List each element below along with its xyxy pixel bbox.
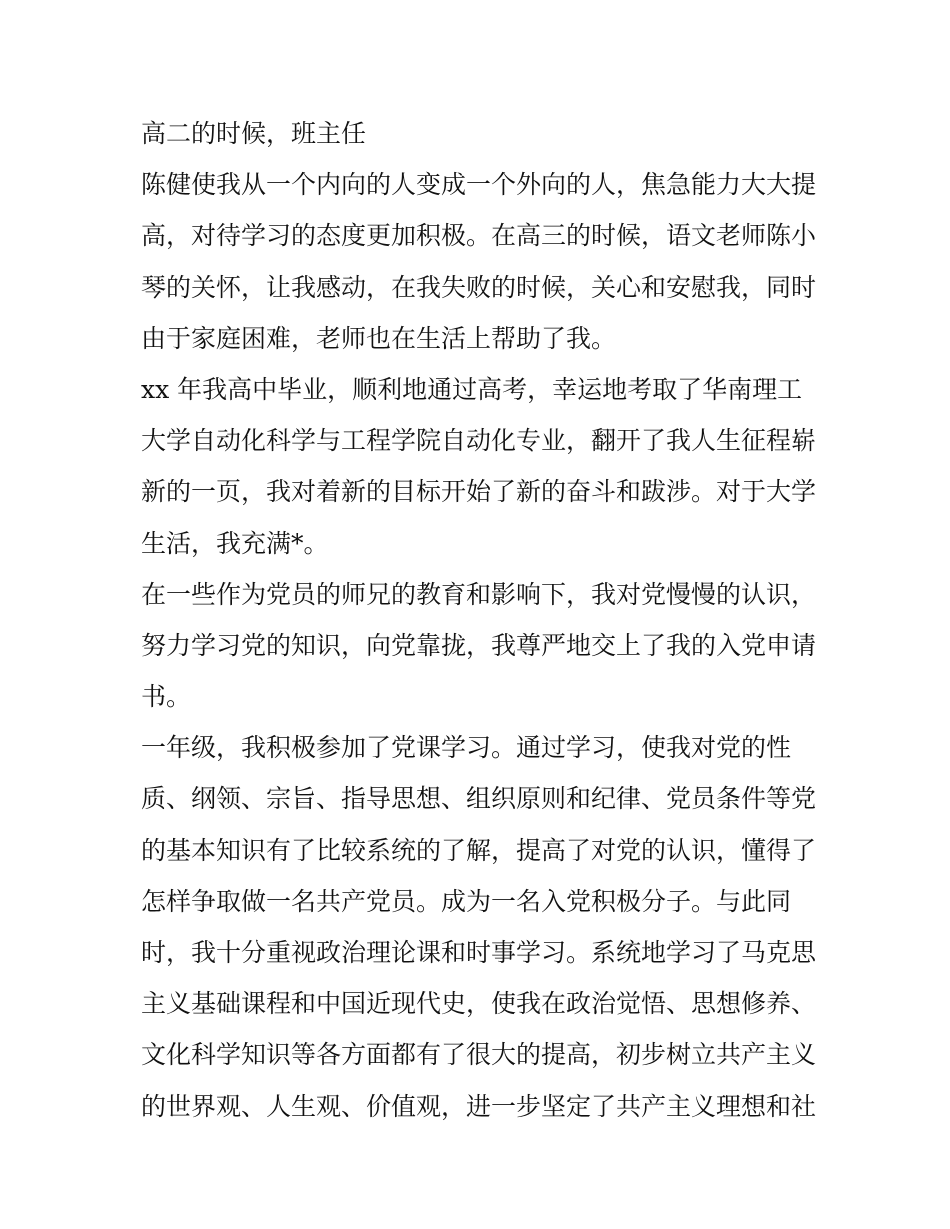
text-line: 新的一页，我对着新的目标开始了新的奋斗和跋涉。对于大学 [141, 477, 817, 507]
text-line: 质、纲领、宗旨、指导思想、组织原则和纪律、党员条件等党 [141, 784, 817, 814]
text-line: 书。 [141, 682, 192, 712]
text-line: 文化科学知识等各方面都有了很大的提高，初步树立共产主义 [141, 1040, 817, 1070]
text-line: 的世界观、人生观、价值观，进一步坚定了共产主义理想和社 [141, 1091, 817, 1121]
text-line: 大学自动化科学与工程学院自动化专业，翻开了我人生征程崭 [141, 426, 817, 456]
text-line: 陈健使我从一个内向的人变成一个外向的人，焦急能力大大提 [141, 170, 817, 200]
text-line: 努力学习党的知识，向党靠拢，我尊严地交上了我的入党申请 [141, 630, 817, 660]
text-line: 的基本知识有了比较系统的了解，提高了对党的认识，懂得了 [141, 835, 817, 865]
text-line: xx 年我高中毕业，顺利地通过高考，幸运地考取了华南理工 [141, 374, 803, 404]
text-line: 琴的关怀，让我感动，在我失败的时候，关心和安慰我，同时 [141, 272, 817, 302]
text-line: 高，对待学习的态度更加积极。在高三的时候，语文老师陈小 [141, 221, 817, 251]
text-line: 生活，我充满*。 [141, 528, 329, 558]
text-line: 主义基础课程和中国近现代史，使我在政治觉悟、思想修养、 [141, 989, 817, 1019]
text-line: 时，我十分重视政治理论课和时事学习。系统地学习了马克思 [141, 938, 817, 967]
text-line: 在一些作为党员的师兄的教育和影响下，我对党慢慢的认识， [141, 579, 817, 609]
text-line: 高二的时候，班主任 [141, 119, 367, 148]
text-line: 怎样争取做一名共产党员。成为一名入党积极分子。与此同 [141, 886, 792, 916]
text-line: 一年级，我积极参加了党课学习。通过学习，使我对党的性 [141, 733, 792, 763]
document-body [141, 108, 821, 1132]
text-line: 由于家庭困难，老师也在生活上帮助了我。 [141, 323, 617, 353]
